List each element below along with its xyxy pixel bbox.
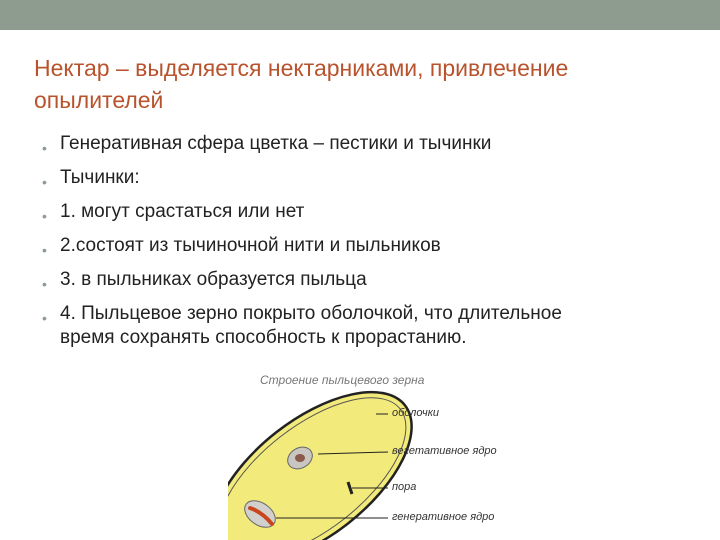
label-vegetative-nucleus: вегетативное ядро (392, 445, 497, 457)
bullet-dot-icon: • (42, 276, 47, 292)
bullet-dot-icon: • (42, 140, 47, 156)
bullet-item (40, 234, 600, 258)
figure-title: Строение пыльцевого зерна (260, 373, 425, 387)
bullet-list (40, 132, 600, 360)
top-accent-bar (0, 0, 720, 30)
slide-title: Нектар – выделяется нектарниками, привлечение опылителей (34, 55, 569, 113)
bullet-dot-icon: • (42, 242, 47, 258)
bullet-item (40, 166, 600, 190)
bullet-item (40, 200, 600, 224)
bullet-text: 4. Пыльцевое зерно покрыто оболочкой, что длительное время сохранять способность к прорастанию. (60, 303, 562, 348)
label-pore: пора (392, 481, 417, 493)
bullet-item (40, 302, 600, 350)
bullet-text: Тычинки: (60, 167, 140, 188)
bullet-item (40, 268, 600, 292)
bullet-dot-icon: • (42, 174, 47, 190)
bullet-dot-icon: • (42, 310, 47, 326)
label-generative-nucleus: генеративное ядро (392, 511, 495, 523)
bullet-text: 2.состоят из тычиночной нити и пыльников (60, 235, 441, 256)
bullet-text: Генеративная сфера цветка – пестики и тычинки (60, 133, 492, 154)
bullet-text: 3. в пыльниках образуется пыльца (60, 269, 367, 290)
vegetative-nucleolus (295, 454, 305, 462)
bullet-text: 1. могут срастаться или нет (60, 201, 305, 222)
bullet-dot-icon: • (42, 208, 47, 224)
label-shells: оболочки (392, 407, 440, 419)
bullet-item (40, 132, 600, 156)
